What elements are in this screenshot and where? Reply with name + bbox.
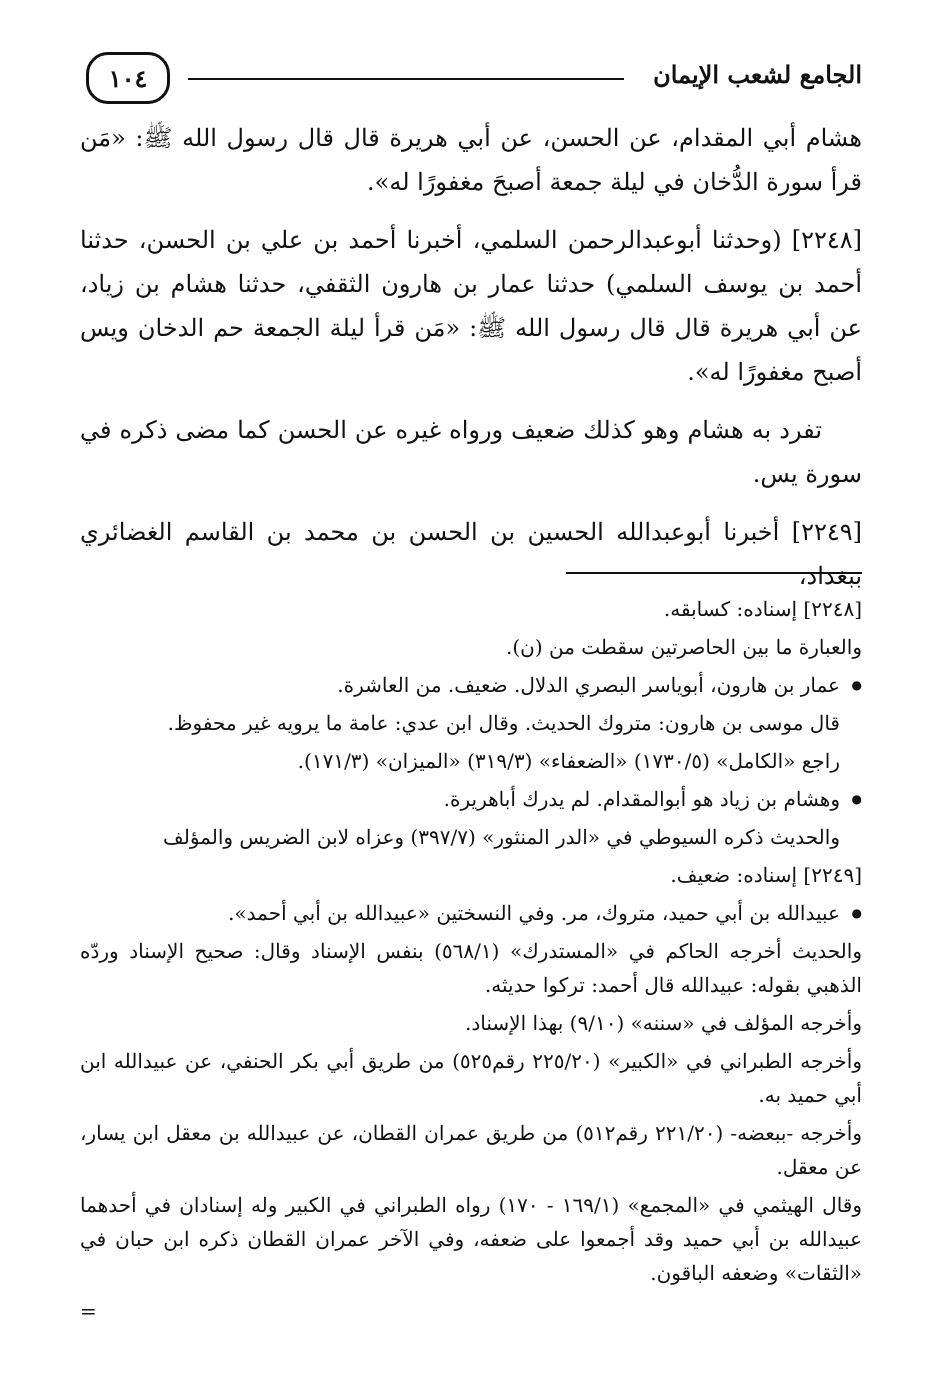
- footnote-line: وأخرجه الطبراني في «الكبير» (٢٢٥/٢٠ رقم٥٢٥) من طريق أبي بكر الحنفي، عن عبيدالله ابن أبي حميد به.: [80, 1049, 863, 1107]
- main-paragraph-4: [٢٢٤٩] أخبرنا أبوعبدالله الحسين بن الحسن بن محمد بن القاسم الغضائري ببغداد،: [80, 518, 862, 590]
- footnote-line: وقال الهيثمي في «المجمع» (١٦٩/١ - ١٧٠) رواه الطبراني في الكبير وله إسنادان في أحدهما عبيدالله بن أبي حميد وقد أجمعوا على ضعفه، وفي الآخر عمران القطان ذكره ابن حبان في «الثقات» وضعفه الباقون.: [80, 1193, 863, 1285]
- footnote-2248-heading: [٢٢٤٨] إسناده: كسابقه.: [663, 597, 862, 621]
- footnotes: [80, 592, 862, 1328]
- page-number: ١٠٤: [86, 52, 170, 104]
- footnote-line: راجع «الكامل» (١٧٣٠/٥) «الضعفاء» (٣١٩/٣) «الميزان» (١٧١/٣).: [297, 749, 840, 773]
- footnote-bullet: ● عبيدالله بن أبي حميد، متروك، مر. وفي النسختين «عبيدالله بن أبي أحمد».: [80, 896, 862, 930]
- main-paragraph-1: هشام أبي المقدام، عن الحسن، عن أبي هريرة قال قال رسول الله ﷺ: «مَن قرأ سورة الدُّخان في ليلة جمعة أصبحَ مغفورًا له».: [80, 124, 862, 196]
- book-title: الجامع لشعب الإيمان: [653, 60, 862, 89]
- footnote-line: والحديث أخرجه الحاكم في «المستدرك» (٥٦٨/١) بنفس الإسناد وقال: صحيح الإسناد وردّه الذهبي بقوله: عبيدالله قال أحمد: تركوا حديثه.: [80, 939, 862, 997]
- footnote-line: والعبارة ما بين الحاصرتين سقطت من (ن).: [505, 635, 862, 659]
- footnote-2249-heading: [٢٢٤٩] إسناده: ضعيف.: [670, 863, 862, 887]
- footnote-bullet: ● وهشام بن زياد هو أبوالمقدام. لم يدرك أباهريرة.: [80, 782, 862, 816]
- continuation-mark: =: [80, 1299, 97, 1323]
- footnote-line: وأخرجه -ببعضه- (٢٢١/٢٠ رقم٥١٢) من طريق عمران القطان، عن عبيدالله بن معقل ابن يسار، عن معقل.: [80, 1121, 862, 1179]
- footnote-line: قال موسى بن هارون: متروك الحديث. وقال ابن عدي: عامة ما يرويه غير محفوظ.: [167, 711, 840, 735]
- main-paragraph-3: تفرد به هشام وهو كذلك ضعيف ورواه غيره عن الحسن كما مضى ذكره في سورة يس.: [80, 416, 862, 488]
- page-header: [68, 42, 862, 106]
- footnote-bullet: ● عمار بن هارون، أبوياسر البصري الدلال. ضعيف. من العاشرة.: [80, 668, 862, 702]
- footnote-line: وأخرجه المؤلف في «سننه» (٩/١٠) بهذا الإسناد.: [465, 1011, 862, 1035]
- main-text: [80, 116, 862, 612]
- footnote-separator: [566, 572, 862, 574]
- header-rule: [188, 78, 624, 80]
- main-paragraph-2: [٢٢٤٨] (وحدثنا أبوعبدالرحمن السلمي، أخبرنا أحمد بن علي بن الحسن، حدثنا أحمد بن يوسف السلمي) حدثنا عمار بن هارون الثقفي، حدثنا هشام بن زياد، عن أبي هريرة قال قال رسول الله ﷺ: «مَن قرأ ليلة الجمعة حم الدخان ويس أصبح مغفورًا له».: [80, 226, 862, 386]
- footnote-line: والحديث ذكره السيوطي في «الدر المنثور» (٣٩٧/٧) وعزاه لابن الضريس والمؤلف: [163, 825, 840, 849]
